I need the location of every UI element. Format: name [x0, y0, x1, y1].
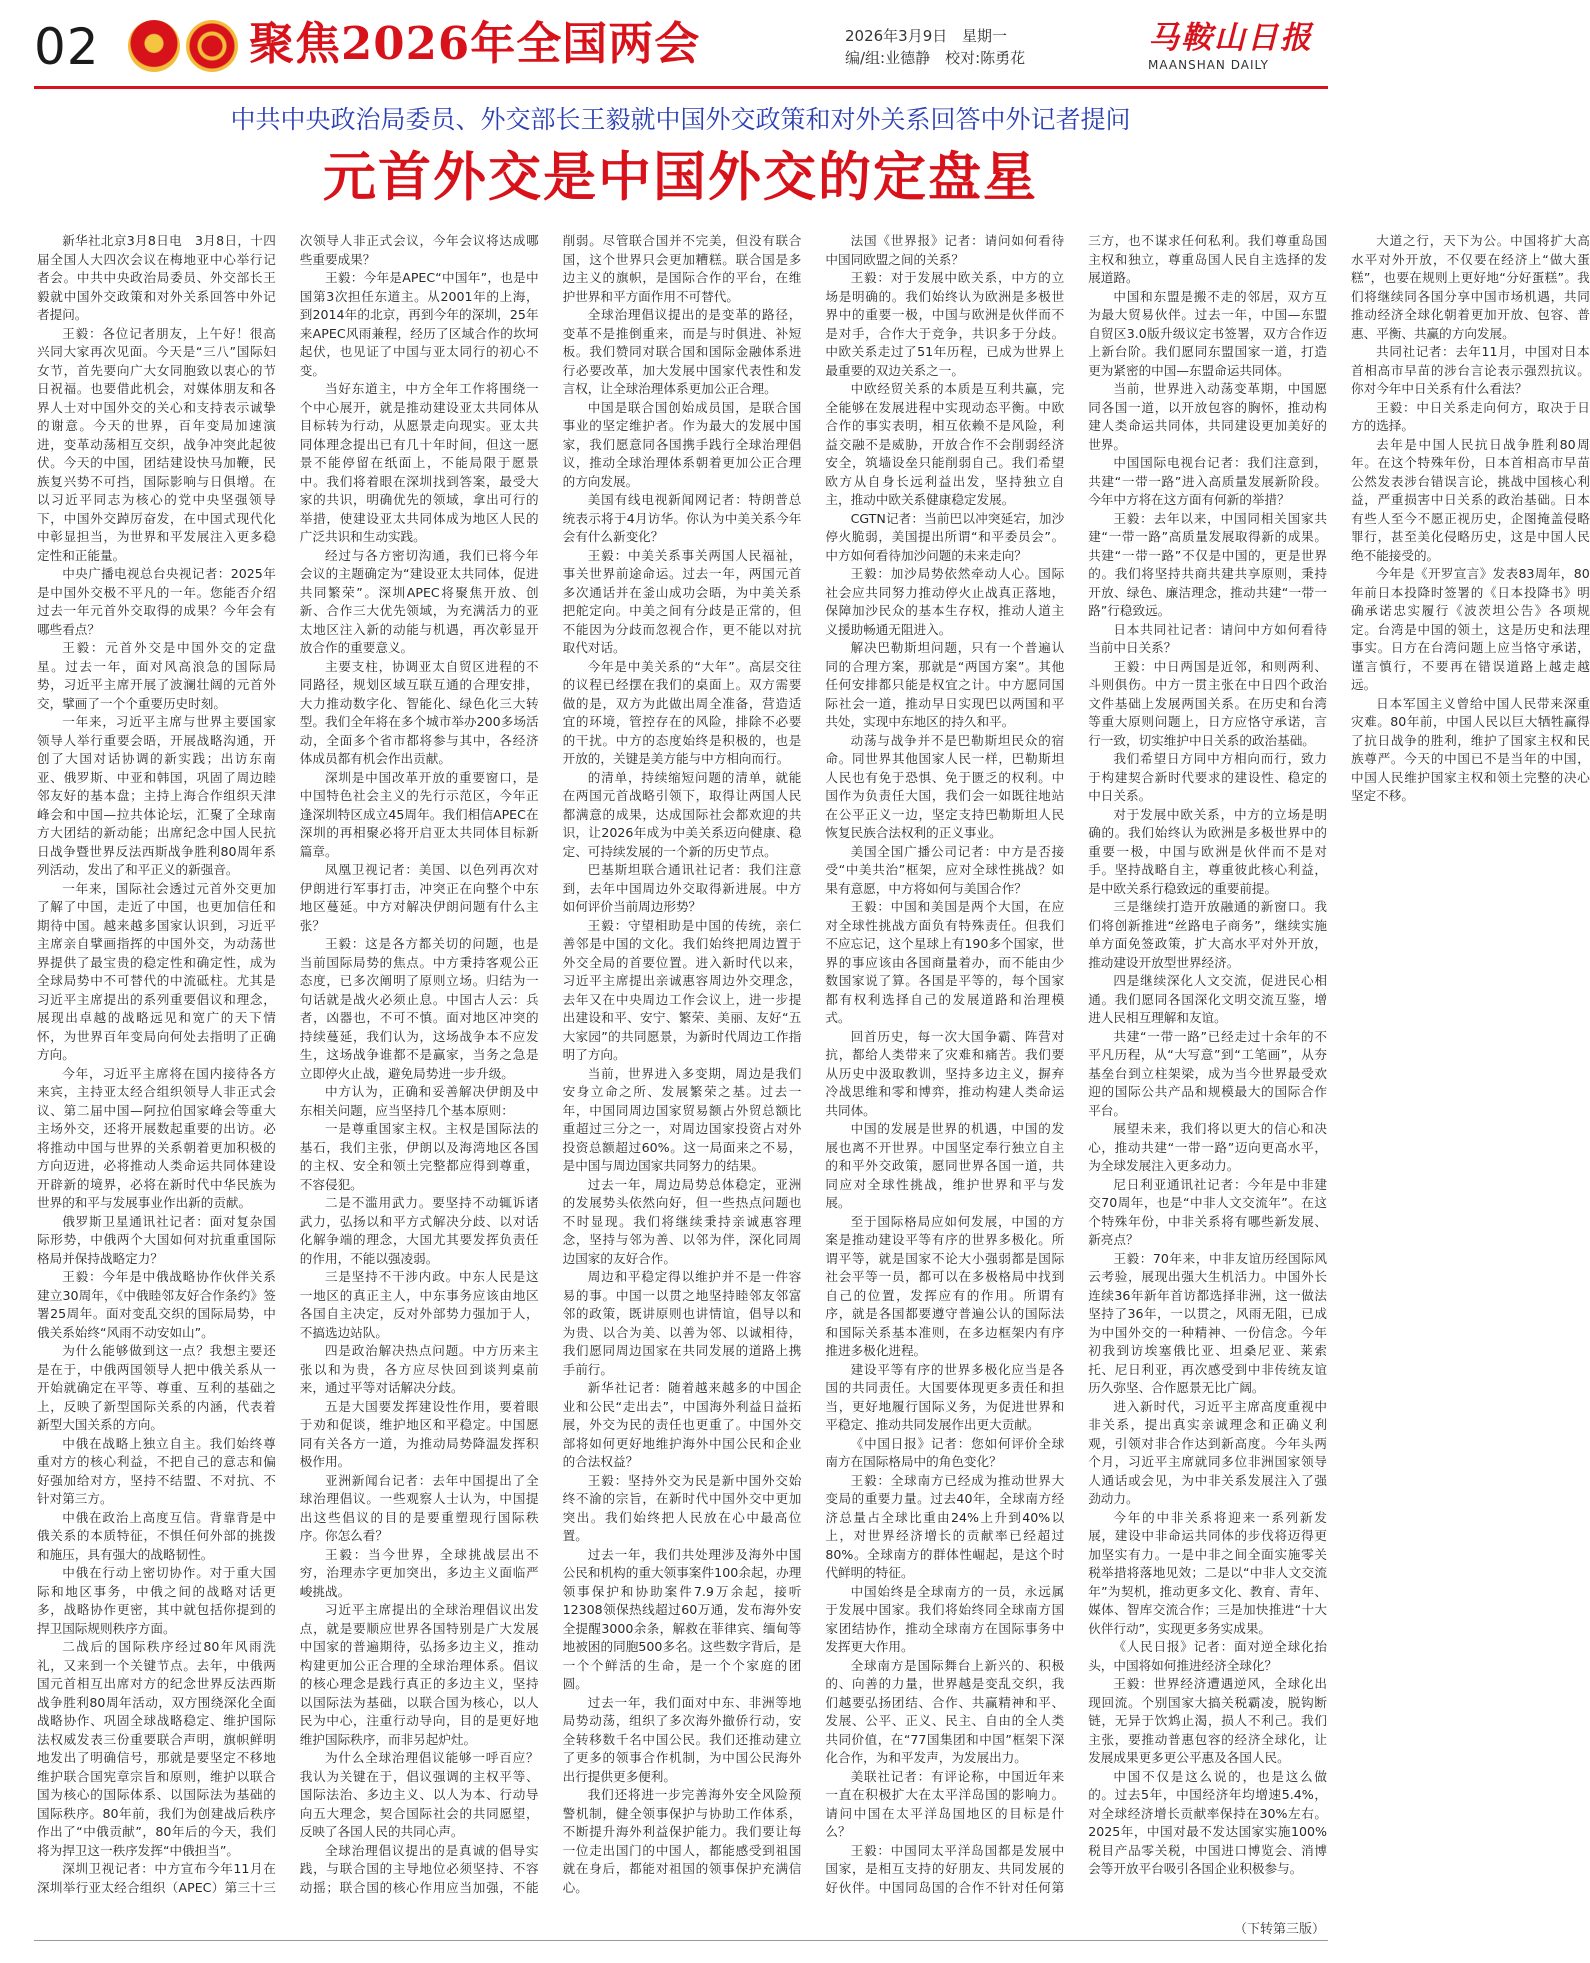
section-title: 聚焦2026年全国两会 — [249, 17, 701, 70]
issue-weekday: 星期一 — [962, 27, 1008, 45]
article-paragraph: 全球南方是国际舞台上新兴的、积极的、向善的力量，世界越是变乱交织，我们越要弘扬团结、合作、共赢精神和平、发展、公平、正义、民主、自由的全人类共同价值，在“77国集团和中国”框架下深化合作，为和平发声，为发展出力。 — [825, 1657, 1065, 1765]
article-paragraph: 王毅：坚持外交为民是新中国外交始终不渝的宗旨，在新时代中国外交中更加突出。我们始终把人民放在心中最高位置。 — [562, 1472, 802, 1543]
article-paragraph: 今年是中美关系的“大年”。高层交往的议程已经摆在我们的桌面上。双方需要做的是，双方为此做出周全准备，营造适宜的环境，管控存在的风险，排除不必要的干扰。中方的态度始终是积极的，也是开放的，关键是美方能与中方相向而行。 — [562, 658, 802, 766]
article-headline: 元首外交是中国外交的定盘星 — [323, 146, 1038, 208]
article-paragraph: 解决巴勒斯坦问题，只有一个普遍认同的合理方案，那就是“两国方案”。其他任何安排都只能是权宜之计。中方愿同国际社会一道，推动早日实现巴以两国和平共处，实现中东地区的持久和平。 — [825, 640, 1065, 729]
article-paragraph: 王毅：去年以来，中国同相关国家共建“一带一路”高质量发展取得新的成果。共建“一带一路”不仅是中国的，更是世界的。我们将坚持共商共建共享原则，秉持开放、绿色、廉洁理念，推动共建“一带一路”行稳致远。 — [1088, 510, 1327, 618]
article-paragraph: 为什么能够做到这一点？我想主要还是在于，中俄两国领导人把中俄关系从一开始就确定在平等、尊重、互利的基础之上，反映了新型国际关系的内涵，代表着新型大国关系的方向。 — [37, 1343, 276, 1432]
article-paragraph: 我们还将进一步完善海外安全风险预警机制，健全领事保护与协助工作体系，不断提升海外利益保护能力。我们要让每一位走出国门的中国人，都能感受到祖国就在身后，都能对祖国的领事保护充满信心。 — [562, 1787, 802, 1895]
article-paragraph: 习近平主席提出的全球治理倡议出发点，就是要顺应世界各国特别是广大发展中国家的普遍期待，弘扬多边主义，推动构建更加公正合理的全球治理体系。倡议的核心理念是践行真正的多边主义，坚持以国际法为基础，以联合国为核心，以人民为中心，注重行动导向，目的是更好地维护国际秩序，而非另起炉灶。 — [299, 1602, 539, 1747]
article-paragraph: 日本军国主义曾给中国人民带来深重灾难。80年前，中国人民以巨大牺牲赢得了抗日战争的胜利，维护了国家主权和民族尊严。今天的中国已不是当年的中国，中国人民维护国家主权和领土完整的决心坚定不移。 — [1350, 695, 1590, 803]
article-paragraph: 全球治理倡议提出的是真诚的倡导实践，与联合国的主导地位必须坚持、不容动摇；联合国的核心作用应当加强，不能削弱。尽管联合国并不完美，但没有联合国，这个世界只会更加糟糕。联合国是多边主义的旗帜，是国际合作的平台，在维护世界和平方面作用不可替代。 — [299, 233, 802, 1895]
article-paragraph: 中俄在行动上密切协作。对于重大国际和地区事务，中俄之间的战略对话更多，战略协作更密，其中就包括你提到的捍卫国际规则秩序方面。 — [37, 1565, 276, 1636]
article-paragraph: 王毅：这是各方都关切的问题，也是当前国际局势的焦点。中方秉持客观公正态度，已多次阐明了原则立场。归结为一句话就是战火必须止息。中国古人云：兵者，凶器也，不可不慎。面对地区冲突的持续蔓延，我们认为，这场战争本不应发生，这场战争谁都不是赢家，当务之急是立即停火止战，避免局势进一步升级。 — [299, 936, 539, 1081]
article-paragraph: 当前，世界进入多变期，周边是我们安身立命之所、发展繁荣之基。过去一年，中国同周边国家贸易额占外贸总额比重超过三分之一，对周边国家投资占对外投资总额超过60%。这一局面来之不易，是中国与周边国家共同努力的结果。 — [562, 1065, 802, 1173]
article-paragraph: 王毅：中国同太平洋岛国都是发展中国家，是相互支持的好朋友、共同发展的好伙伴。中国同岛国的合作不针对任何第三方，也不谋求任何私利。我们尊重岛国主权和独立，尊重岛国人民自主选择的发展道路。 — [825, 233, 1327, 1895]
article-paragraph: 中国和东盟是搬不走的邻居，双方互为最大贸易伙伴。过去一年，中国—东盟自贸区3.0版升级议定书签署，双方合作迈上新台阶。我们愿同东盟国家一道，打造更为紧密的中国—东盟命运共同体。 — [1088, 288, 1327, 378]
article-paragraph: 新华社北京3月8日电 3月8日，十四届全国人大四次会议在梅地亚中心举行记者会。中共中央政治局委员、外交部长王毅就中国外交政策和对外关系回答中外记者提问。 — [37, 233, 276, 322]
brand-name-cn: 马鞍山日报 — [1148, 20, 1313, 56]
article-paragraph: 中俄在战略上独立自主。我们始终尊重对方的核心利益，不把自己的意志和偏好强加给对方，坚持不结盟、不对抗、不针对第三方。 — [37, 1435, 276, 1506]
article-paragraph: 主要支柱，协调亚太自贸区进程的不同路径，规划区域互联互通的合理安排，大力推动数字化、智能化、绿色化三大转型。我们全年将在多个城市举办200多场活动，全面多个省市都将参与其中，各经济体成员都有机会作出贡献。 — [299, 658, 539, 766]
article-paragraph: CGTN记者：当前巴以冲突延宕，加沙停火脆弱，美国提出所谓“和平委员会”。中方如何看待加沙问题的未来走向？ — [825, 510, 1065, 563]
article-paragraph: 王毅：世界经济遭遇逆风，全球化出现回流。个别国家大搞关税霸凌，脱钩断链，无异于饮鸩止渴，损人不利己。我们主张，要推动普惠包容的经济全球化，让发展成果更多更公平惠及各国人民。 — [1088, 1676, 1327, 1765]
article-paragraph: 去年是中国人民抗日战争胜利80周年。在这个特殊年份，日本首相高市早苗公然发表涉台错误言论，挑战中国核心利益，严重损害中日关系的政治基础。日本有些人至今不愿正视历史，企图掩盖侵略罪行，甚至美化侵略历史，这是中国人民绝不能接受的。 — [1350, 436, 1590, 563]
article-paragraph: 美联社记者：有评论称，中国近年来一直在积极扩大在太平洋岛国的影响力。请问中国在太平洋岛国地区的目标是什么？ — [825, 1768, 1065, 1839]
article-paragraph: 王毅：中国和美国是两个大国，在应对全球性挑战方面负有特殊责任。但我们不应忘记，这个星球上有190多个国家，世界的事应该由各国商量着办，而不能由少数国家说了算。各国是平等的，每个国家都有权利选择自己的发展道路和治理模式。 — [825, 899, 1065, 1025]
article-paragraph: 中国国际电视台记者：我们注意到，共建“一带一路”进入高质量发展新阶段。今年中方将在这方面有何新的举措？ — [1088, 455, 1327, 507]
article-paragraph: 王毅：守望相助是中国的传统，亲仁善邻是中国的文化。我们始终把周边置于外交全局的首要位置。进入新时代以来，习近平主席提出亲诚惠容周边外交理念，去年又在中央周边工作会议上，进一步提出建设和平、安宁、繁荣、美丽、友好“五大家园”的共同愿景，为新时代周边工作指明了方向。 — [562, 917, 802, 1062]
article-paragraph: 周边和平稳定得以维护并不是一件容易的事。中国一以贯之地坚持睦邻友邻富邻的政策，既讲原则也讲情谊，倡导以和为贵、以合为美、以善为邻、以诚相待，我们愿同周边国家在共同发展的道路上携手前行。 — [562, 1269, 802, 1377]
article-paragraph: 一是尊重国家主权。主权是国际法的基石，我们主张，伊朗以及海湾地区各国的主权、安全和领土完整都应得到尊重，不容侵犯。 — [299, 1121, 539, 1192]
article-paragraph: 王毅：今年是中俄战略协作伙伴关系建立30周年，《中俄睦邻友好合作条约》签署25周年。面对变乱交织的国际局势，中俄关系始终“风雨不动安如山”。 — [37, 1269, 276, 1340]
article-paragraph: 凤凰卫视记者：美国、以色列再次对伊朗进行军事打击，冲突正在向整个中东地区蔓延。中方对解决伊朗问题有什么主张？ — [299, 862, 539, 933]
article-paragraph: 五是大国要发挥建设性作用，要着眼于劝和促谈，维护地区和平稳定。中国愿同有关各方一道，为推动局势降温发挥积极作用。 — [299, 1398, 539, 1469]
article-paragraph: 王毅：当今世界，全球挑战层出不穷，治理赤字更加突出，多边主义面临严峻挑战。 — [299, 1546, 539, 1599]
article-paragraph: 四是政治解决热点问题。中方历来主张以和为贵，各方应尽快回到谈判桌前来，通过平等对话解决分歧。 — [299, 1343, 539, 1395]
article-paragraph: 二是不滥用武力。要坚持不动辄诉诸武力，弘扬以和平方式解决分歧、以对话化解争端的理念，大国尤其要发挥负责任的作用，不能以强凌弱。 — [299, 1195, 539, 1266]
article-paragraph: 王毅：各位记者朋友，上午好！很高兴同大家再次见面。今天是“三八”国际妇女节，首先要向广大女同胞致以衷心的节日祝福。也要借此机会，对媒体朋友和各界人士对中国外交的关心和支持表示诚挚的谢意。今天的世界，百年变局加速演进，变革动荡相互交织，战争冲突此起彼伏。今天的中国，团结建设快马加鞭，民族复兴势不可挡，国际影响与日俱增。在以习近平同志为核心的党中央坚强领导下，中国外交踔厉奋发，在中国式现代化中彰显担当，为世界和平发展注入更多稳定性和正能量。 — [37, 325, 276, 563]
article-paragraph: 经过与各方密切沟通，我们已将今年会议的主题确定为“建设亚太共同体，促进共同繁荣”。深圳APEC将聚焦开放、创新、合作三大优先领域，为充满活力的亚太地区注入新的动能与机遇，再次彰显开放合作的重要意义。 — [299, 547, 539, 655]
article-paragraph: 王毅：中美关系事关两国人民福祉，事关世界前途命运。过去一年，两国元首多次通话并在釜山成功会晤，为中美关系把舵定向。中美之间有分歧是正常的，但不能因为分歧而忽视合作，更不能以对抗取代对话。 — [562, 547, 802, 655]
article-paragraph: 新华社记者：随着越来越多的中国企业和公民“走出去”，中国海外利益日益拓展，外交为民的责任也更重了。中国外交部将如何更好地维护海外中国公民和企业的合法权益？ — [562, 1380, 802, 1469]
issue-meta — [845, 25, 1025, 69]
article-paragraph: 王毅：中日关系走向何方，取决于日方的选择。 — [1350, 399, 1590, 433]
article-paragraph: 至于国际格局应如何发展，中国的方案是推动建设平等有序的世界多极化。所谓平等，就是国家不论大小强弱都是国际社会平等一员，都可以在多极格局中找到自己的位置，发挥应有的作用。所谓有序，就是各国都要遵守普遍公认的国际法和国际关系基本准则，在多边框架内有序推进多极化进程。 — [825, 1213, 1065, 1358]
article-paragraph: 中方认为，正确和妥善解决伊朗及中东相关问题，应当坚持几个基本原则： — [299, 1084, 539, 1118]
article-paragraph: 中俄在政治上高度互信。背靠背是中俄关系的本质特征，不惧任何外部的挑拨和施压，具有强大的战略韧性。 — [37, 1509, 276, 1562]
article-paragraph: 巴基斯坦联合通讯社记者：我们注意到，去年中国周边外交取得新进展。中方如何评价当前周边形势？ — [562, 862, 802, 914]
article-paragraph: 动荡与战争并不是巴勒斯坦民众的宿命。同世界其他国家人民一样，巴勒斯坦人民也有免于恐惧、免于匮乏的权利。中国作为负责任大国，我们会一如既往地站在公平正义一边，坚定支持巴勒斯坦人民恢复民族合法权利的正义事业。 — [825, 732, 1065, 840]
article-paragraph: 王毅：中日两国是近邻，和则两利、斗则俱伤。中方一贯主张在中日四个政治文件基础上发展两国关系。在历史和台湾等重大原则问题上，日方应恪守承诺，言行一致，切实维护中日关系的政治基础。 — [1088, 658, 1327, 748]
article-paragraph: 我们希望日方同中方相向而行，致力于构建契合新时代要求的建设性、稳定的中日关系。 — [1088, 751, 1327, 803]
article-paragraph: 建设平等有序的世界多极化应当是各国的共同责任。大国要体现更多责任和担当，更好地履行国际义务，为促进世界和平稳定、推动共同发展作出更大贡献。 — [825, 1361, 1065, 1432]
article-paragraph: 三是继续打造开放融通的新窗口。我们将创新推进“丝路电子商务”，继续实施单方面免签政策，扩大高水平对外开放，推动建设开放型世界经济。 — [1088, 899, 1327, 970]
article-paragraph: 展望未来，我们将以更大的信心和决心，推动共建“一带一路”迈向更高水平，为全球发展注入更多动力。 — [1088, 1121, 1327, 1173]
masthead — [0, 0, 1361, 88]
article-paragraph: 美国有线电视新闻网记者：特朗普总统表示将于4月访华。你认为中美关系今年会有什么新变化？ — [562, 492, 802, 544]
article-paragraph: 王毅：对于发展中欧关系，中方的立场是明确的。我们始终认为欧洲是多极世界中的重要一极，中国与欧洲是伙伴而不是对手，合作大于竞争，共识多于分歧。中欧关系走过了51年历程，已成为世界上最重要的双边关系之一。 — [825, 270, 1065, 378]
article-paragraph: 深圳卫视记者：中方宣布今年11月在深圳举行亚太经合组织（APEC）第三十三次领导人非正式会议，今年会议将达成哪些重要成果？ — [37, 233, 539, 1895]
article-paragraph: 《中国日报》记者：您如何评价全球南方在国际格局中的角色变化？ — [825, 1435, 1065, 1469]
article-paragraph: 日本共同社记者：请问中方如何看待当前中日关系？ — [1088, 621, 1327, 655]
cppcc-emblem-icon — [186, 20, 238, 72]
article-paragraph: 王毅：元首外交是中国外交的定盘星。过去一年，面对风高浪急的国际局势，习近平主席开展了波澜壮阔的元首外交，擘画了一个个重要历史时刻。 — [37, 640, 276, 711]
article-paragraph: 三是坚持不干涉内政。中东人民是这一地区的真正主人，中东事务应该由地区各国自主决定，反对外部势力强加于人，不搞选边站队。 — [299, 1269, 539, 1340]
article-paragraph: 回首历史，每一次大国争霸、阵营对抗，都给人类带来了灾难和痛苦。我们要从历史中汲取教训，坚持多边主义，摒弃冷战思维和零和博弈，推动构建人类命运共同体。 — [825, 1028, 1065, 1118]
article-paragraph: 当前，世界进入动荡变革期，中国愿同各国一道，以开放包容的胸怀，推动构建人类命运共同体，共同建设更加美好的世界。 — [1088, 381, 1327, 452]
issue-date: 2026年3月9日 — [845, 27, 948, 45]
article-paragraph: 今年的中非关系将迎来一系列新发展，建设中非命运共同体的步伐将迈得更加坚实有力。一是中非之间全面实施零关税举措将落地见效；二是以“中非人文交流年”为契机，推动更多文化、教育、青年、媒体、智库交流合作；三是加快推进“十大伙伴行动”，实现更多务实成果。 — [1088, 1509, 1327, 1636]
article-paragraph: 中央广播电视总台央视记者：2025年是中国外交极不平凡的一年。您能否介绍过去一年元首外交取得的成果？今年会有哪些看点？ — [37, 566, 276, 637]
article-paragraph: 当好东道主，中方全年工作将围绕一个中心展开，就是推动建设亚太共同体从目标转为行动，从愿景走向现实。亚太共同体理念提出已有几十年时间，但这一愿景不能停留在纸面上，不能局限于愿景中。我们将着眼在深圳找到答案，最受大家的共识，明确优先的领域，拿出可行的举措，使建设亚太共同体成为地区人民的广泛共识和生动实践。 — [299, 381, 539, 544]
article-paragraph: 过去一年，我们共处理涉及海外中国公民和机构的重大领事案件100余起，办理领事保护和协助案件7.9万余起，接听12308领保热线超过60万通，发布海外安全提醒3000余条，解救在菲律宾、缅甸等地被困的同胞500多名。这些数字背后，是一个个鲜活的生命，是一个个家庭的团圆。 — [562, 1546, 802, 1691]
article-paragraph: 一年来，习近平主席与世界主要国家领导人举行重要会晤，开展战略沟通，开创了大国对话协调的新实践；出访东南亚、俄罗斯、中亚和韩国，巩固了周边睦邻友好的基本盘；主持上海合作组织天津峰会和中国—拉共体论坛，汇聚了全球南方大团结的新动能；出席纪念中国人民抗日战争暨世界反法西斯战争胜利80周年系列活动，发出了和平正义的新强音。 — [37, 714, 276, 877]
article-paragraph: 中国始终是全球南方的一员，永远属于发展中国家。我们将始终同全球南方国家团结协作，推动全球南方在国际事务中发挥更大作用。 — [825, 1583, 1065, 1654]
article-paragraph: 尼日利亚通讯社记者：今年是中非建交70周年，也是“中非人文交流年”。在这个特殊年份，中非关系将有哪些新发展、新亮点？ — [1088, 1176, 1327, 1247]
article-paragraph: 王毅：今年是APEC“中国年”，也是中国第3次担任东道主。从2001年的上海，到2014年的北京，再到今年的深圳，25年来APEC风雨兼程，经历了区域合作的坎坷起伏，也见证了中国与亚太同行的初心不变。 — [299, 270, 539, 378]
article-paragraph: 俄罗斯卫星通讯社记者：面对复杂国际形势，中俄两个大国如何对抗重重国际格局并保持战略定力？ — [37, 1213, 276, 1266]
article-paragraph: 进入新时代，习近平主席高度重视中非关系，提出真实亲诚理念和正确义利观，引领对非合作达到新高度。今年头两个月，习近平主席就同多位非洲国家领导人通话或会见，为中非关系发展注入了强劲动力。 — [1088, 1398, 1327, 1506]
article-paragraph: 过去一年，我们面对中东、非洲等地局势动荡，组织了多次海外撤侨行动，安全转移数千名中国公民。我们还推动建立了更多的领事合作机制，为中国公民海外出行提供更多便利。 — [562, 1694, 802, 1784]
article-paragraph: 王毅：加沙局势依然牵动人心。国际社会应共同努力推动停火止战真正落地，保障加沙民众的基本生存权，推动人道主义援助畅通无阻进入。 — [825, 566, 1065, 637]
newspaper-brand — [1148, 20, 1338, 72]
article-paragraph: 中国不仅是这么说的，也是这么做的。过去5年，中国经济年均增速5.4%，对全球经济增长贡献率保持在30%左右。2025年，中国对最不发达国家实施100%税目产品零关税，中国进口博览会、消博会等开放平台吸引各国企业积极参与。 — [1088, 1768, 1327, 1876]
article-body — [37, 232, 1590, 1904]
page-number: 02 — [34, 18, 100, 76]
article-paragraph: 中国是联合国创始成员国，是联合国事业的坚定维护者。作为最大的发展中国家，我们愿意同各国携手践行全球治理倡议，推动全球治理体系朝着更加公正合理的方向发展。 — [562, 399, 802, 489]
article-paragraph: 深圳是中国改革开放的重要窗口，是中国特色社会主义的先行示范区，今年正逢深圳特区成立45周年。我们相信APEC在深圳的再相聚必将开启亚太共同体目标新篇章。 — [299, 769, 539, 859]
brand-name-en: MAANSHAN DAILY — [1148, 58, 1269, 72]
article-paragraph: 四是继续深化人文交流，促进民心相通。我们愿同各国深化文明交流互鉴，增进人民相互理解和友谊。 — [1088, 973, 1327, 1025]
article-paragraph: 法国《世界报》记者：请问如何看待中国同欧盟之间的关系？ — [825, 233, 1065, 267]
article-paragraph: 为什么全球治理倡议能够一呼百应？我认为关键在于，倡议强调的主权平等、国际法治、多边主义、以人为本、行动导向五大理念，契合国际社会的共同愿望，反映了各国人民的共同心声。 — [299, 1750, 539, 1839]
article-paragraph: 对于发展中欧关系，中方的立场是明确的。我们始终认为欧洲是多极世界中的重要一极，中国与欧洲是伙伴而不是对手。坚持战略自主，尊重彼此核心利益，是中欧关系行稳致远的重要前提。 — [1088, 806, 1327, 896]
article-paragraph: 的清单，持续缩短问题的清单，就能在两国元首战略引领下，取得让两国人民都满意的成果，达成国际社会都欢迎的共识，让2026年成为中美关系迈向健康、稳定、可持续发展的一个新的历史节点。 — [562, 769, 802, 859]
article-paragraph: 大道之行，天下为公。中国将扩大高水平对外开放，不仅要在经济上“做大蛋糕”，也要在规则上更好地“分好蛋糕”。我们将继续同各国分享中国市场机遇，共同推动经济全球化朝着更加开放、包容、普惠、平衡、共赢的方向发展。 — [1350, 233, 1590, 341]
article-paragraph: 过去一年，周边局势总体稳定，亚洲的发展势头依然向好，但一些热点问题也不时显现。我们将继续秉持亲诚惠容理念，坚持与邻为善、以邻为伴，深化同周边国家的友好合作。 — [562, 1176, 802, 1266]
article-paragraph: 中国的发展是世界的机遇，中国的发展也离不开世界。中国坚定奉行独立自主的和平外交政策，愿同世界各国一道，共同应对全球性挑战，维护世界和平与发展。 — [825, 1121, 1065, 1210]
article-paragraph: 美国全国广播公司记者：中方是否接受“中美共治”框架，应对全球性挑战？如果有意愿，中方将如何与美国合作？ — [825, 843, 1065, 896]
article-paragraph: 中欧经贸关系的本质是互利共赢，完全能够在发展进程中实现动态平衡。中欧合作的事实表明，相互依赖不是风险，利益交融不是威胁，开放合作不会削弱经济安全，筑墙设垒只能削弱自己。我们希望欧方从自身长远利益出发，坚持独立自主，推动中欧关系健康稳定发展。 — [825, 381, 1065, 507]
article-paragraph: 一年来，国际社会透过元首外交更加了解了中国，走近了中国，也更加信任和期待中国。越来越多国家认识到，习近平主席亲自擘画指挥的中国外交，为动荡世界提供了最宝贵的稳定性和确定性，成为全球局势中不可替代的中流砥柱。尤其是习近平主席提出的系列重要倡议和理念，展现出卓越的战略远见和宽广的天下情怀，为世界百年变局向何处去指明了正确方向。 — [37, 880, 276, 1062]
article-paragraph: 二战后的国际秩序经过80年风雨洗礼，又来到一个关键节点。去年，中俄两国元首相互出席对方的纪念世界反法西斯战争胜利80周年活动，双方围绕深化全面战略协作、巩固全球战略稳定、维护国际法权威发表三份重要联合声明，旗帜鲜明地发出了明确信号，那就是要坚定不移地维护联合国宪章宗旨和原则，维护以联合国为核心的国际体系、以国际法为基础的国际秩序。80年前，我们为创建战后秩序作出了“中俄贡献”，80年后的今天，我们将为捍卫这一秩序发挥“中俄担当”。 — [37, 1639, 276, 1858]
national-emblem-icon — [128, 20, 180, 72]
article-paragraph: 全球治理倡议提出的是变革的路径，变革不是推倒重来，而是与时俱进、补短板。我们赞同对联合国和国际金融体系进行必要改革，加大发展中国家代表性和发言权，让全球治理体系更加公正合理。 — [562, 307, 802, 396]
footer-divider — [34, 1940, 1328, 1941]
article-paragraph: 亚洲新闻台记者：去年中国提出了全球治理倡议。一些观察人士认为，中国提出这些倡议的目的是要重塑现行国际秩序。你怎么看？ — [299, 1472, 539, 1543]
article-paragraph: 王毅：70年来，中非友谊历经国际风云考验，展现出强大生机活力。中国外长连续36年新年首访都选择非洲，这一做法坚持了36年，一以贯之，风雨无阻，已成为中国外交的一种精神、一份信念。今年初我到访埃塞俄比亚、坦桑尼亚、莱索托、尼日利亚，再次感受到中非传统友谊历久弥坚、合作愿景无比广阔。 — [1088, 1250, 1327, 1395]
article-paragraph: 今年，习近平主席将在国内接待各方来宾，主持亚太经合组织领导人非正式会议、第二届中国—阿拉伯国家峰会等重大主场外交，还将开展数起重要的出访。必将推动中国与世界的关系朝着更加积极的方向迈进，必将推动人类命运共同体建设开辟新的境界，必将在新时代中华民族为世界的和平与发展事业作出新的贡献。 — [37, 1065, 276, 1210]
article-paragraph: 今年是《开罗宣言》发表83周年，80年前日本投降时签署的《日本投降书》明确承诺忠实履行《波茨坦公告》各项规定。台湾是中国的领土，这是历史和法理事实。日方在台湾问题上应当恪守承诺，谨言慎行，不要再在错误道路上越走越远。 — [1350, 566, 1590, 692]
article-deck: 中共中央政治局委员、外交部长王毅就中国外交政策和对外关系回答中外记者提问 — [230, 105, 1131, 134]
editor-line: 编/组:业德静 校对:陈勇花 — [845, 49, 1026, 67]
masthead-divider — [34, 86, 1328, 89]
article-paragraph: 《人民日报》记者：面对逆全球化抬头，中国将如何推进经济全球化？ — [1088, 1639, 1327, 1673]
article-paragraph: 共同社记者：去年11月，中国对日本首相高市早苗的涉台言论表示强烈抗议。你对今年中日关系有什么看法？ — [1350, 344, 1590, 396]
continuation-note: （下转第三版） — [1233, 1922, 1325, 1937]
article-paragraph: 王毅：全球南方已经成为推动世界大变局的重要力量。过去40年，全球南方经济总量占全球比重由24%上升到40%以上，对世界经济增长的贡献率已经超过80%。全球南方的群体性崛起，是这个时代鲜明的特征。 — [825, 1472, 1065, 1580]
article-paragraph: 共建“一带一路”已经走过十余年的不平凡历程，从“大写意”到“工笔画”，从夯基垒台到立柱架梁，成为当今世界最受欢迎的国际公共产品和规模最大的国际合作平台。 — [1088, 1028, 1327, 1118]
